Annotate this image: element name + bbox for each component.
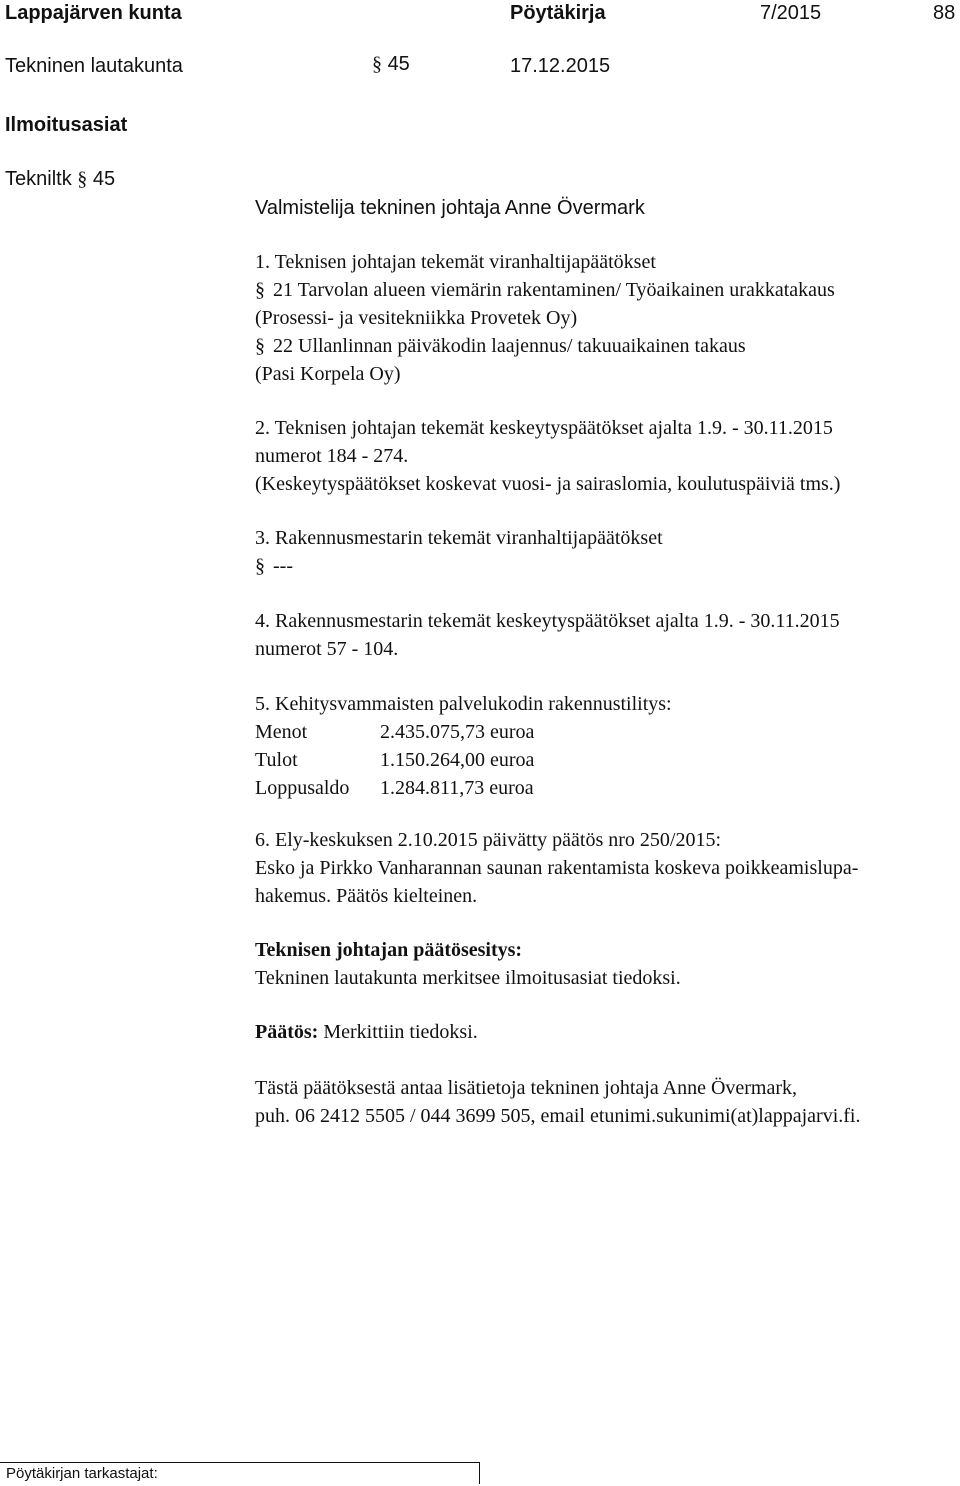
item-1-line: (Pasi Korpela Oy) (255, 363, 401, 385)
contact-line: Tästä päätöksestä antaa lisätietoja tekninen johtaja Anne Övermark, (255, 1077, 798, 1099)
account-value: 1.284.811,73 euroa (380, 777, 534, 799)
item-1 (255, 248, 955, 388)
account-row (255, 718, 955, 746)
proposal-text: Tekninen lautakunta merkitsee ilmoitusasiat tiedoksi. (255, 967, 681, 989)
item-5-heading: 5. Kehitysvammaisten palvelukodin rakennustilitys: (255, 693, 672, 715)
item-4-line: numerot 57 - 104. (255, 638, 399, 660)
account-label: Tulot (255, 749, 298, 771)
item-1-line: § 21 Tarvolan alueen viemärin rakentaminen/ Työaikainen urakkatakaus (255, 279, 835, 301)
item-6-line: hakemus. Päätös kielteinen. (255, 885, 478, 907)
item-6-line: Esko ja Pirkko Vanharannan saunan rakentamista koskeva poikkeamislupa- (255, 857, 859, 879)
page-title: Ilmoitusasiat (5, 114, 128, 136)
preparer-line: Valmistelija tekninen johtaja Anne Övermark (255, 197, 645, 219)
item-6 (255, 826, 955, 910)
committee-name: Tekninen lautakunta (5, 55, 183, 77)
side-label-number: 45 (92, 168, 116, 190)
account-row (255, 746, 955, 774)
contact-info (255, 1074, 955, 1130)
account-value: 2.435.075,73 euroa (380, 721, 535, 743)
decision-text: Merkittiin tiedoksi. (318, 1021, 478, 1043)
section-number-value: 45 (387, 53, 410, 75)
account-label: Menot (255, 721, 308, 743)
item-1-heading: 1. Teknisen johtajan tekemät viranhaltijapäätökset (255, 251, 656, 273)
item-6-line: 6. Ely-keskuksen 2.10.2015 päivätty päätös nro 250/2015: (255, 829, 722, 851)
item-3-line: § --- (255, 555, 293, 577)
item-1-line: (Prosessi- ja vesitekniikka Provetek Oy) (255, 307, 578, 329)
proposal-label: Teknisen johtajan päätösesitys: (255, 939, 523, 961)
account-label: Loppusaldo (255, 777, 350, 799)
decision (255, 1018, 955, 1046)
section-sign: § (77, 168, 88, 190)
contact-line: puh. 06 2412 5505 / 044 3699 505, email etunimi.sukunimi(at)lappajarvi.fi. (255, 1105, 861, 1127)
document-type: Pöytäkirja (510, 2, 606, 24)
decision-label: Päätös: (255, 1021, 319, 1043)
meeting-date: 17.12.2015 (510, 55, 611, 77)
document-number: 7/2015 (760, 2, 822, 24)
item-3-heading: 3. Rakennusmestarin tekemät viranhaltijapäätökset (255, 527, 663, 549)
item-2-line: numerot 184 - 274. (255, 445, 409, 467)
side-label (5, 168, 115, 191)
proposal (255, 936, 955, 992)
side-label-prefix: Tekniltk (5, 168, 72, 190)
page-number: 88 (933, 2, 956, 24)
account-value: 1.150.264,00 euroa (380, 749, 535, 771)
item-4 (255, 607, 955, 663)
footer-label: Pöytäkirjan tarkastajat: (6, 1465, 158, 1482)
section-number (372, 53, 410, 76)
item-5 (255, 690, 955, 802)
account-row (255, 774, 955, 802)
section-sign: § (372, 53, 382, 75)
item-3 (255, 524, 955, 580)
item-2 (255, 414, 955, 498)
item-4-line: 4. Rakennusmestarin tekemät keskeytyspäätökset ajalta 1.9. - 30.11.2015 (255, 610, 840, 632)
item-1-line: § 22 Ullanlinnan päiväkodin laajennus/ takuuaikainen takaus (255, 335, 746, 357)
municipality-name: Lappajärven kunta (5, 2, 182, 24)
item-2-line: 2. Teknisen johtajan tekemät keskeytyspäätökset ajalta 1.9. - 30.11.2015 (255, 417, 833, 439)
item-2-line: (Keskeytyspäätökset koskevat vuosi- ja sairaslomia, koulutuspäiviä tms.) (255, 473, 841, 495)
